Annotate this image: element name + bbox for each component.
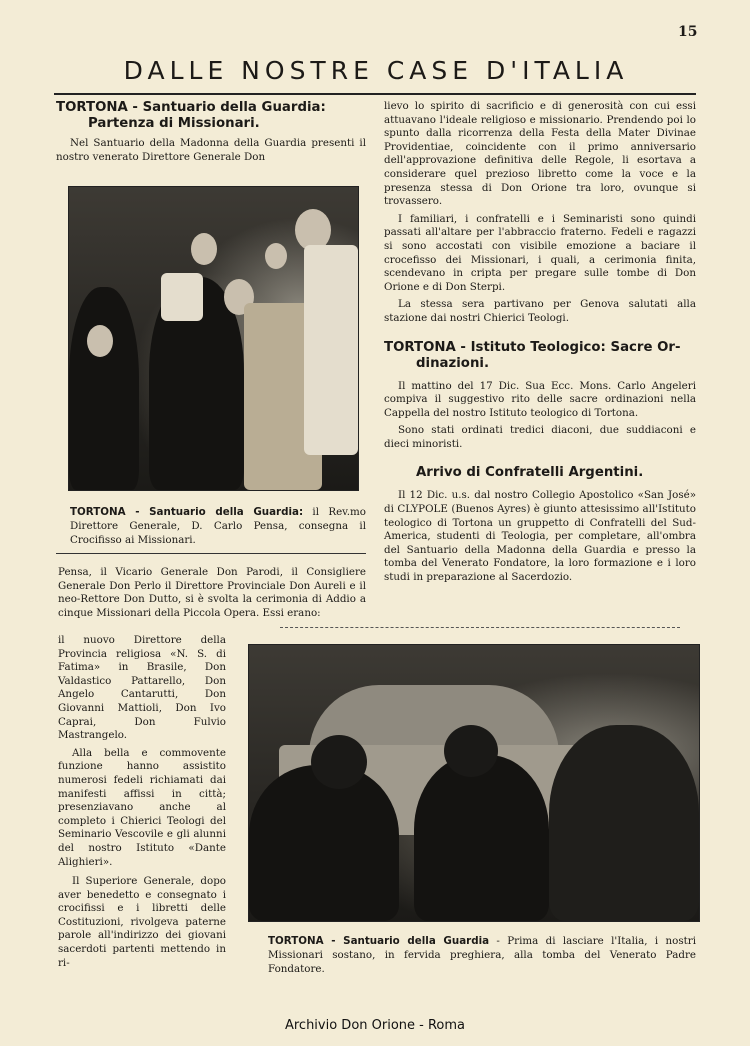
article1-para-full: Pensa, il Vicario Generale Don Parodi, il Consigliere Generale Don Perlo il Direttore Provinciale Don Aureli e il neo-Rettore Don Dutto, si è svolta la cerimonia di Addio a cinque Missionari della Piccola Opera. Essi erano: — [58, 566, 366, 619]
article1-intro: Nel Santuario della Madonna della Guardia presenti il nostro venerato Direttore Generale Don — [56, 137, 366, 163]
photo2-caption-bold: TORTONA - Santuario della Guardia — [268, 935, 490, 947]
article3-heading: Arrivo di Confratelli Argentini. — [416, 465, 644, 481]
article2-heading-line2: dinazioni. — [416, 355, 490, 371]
article1-para-narrow2: Alla bella e commovente funzione hanno assistito numerosi fedeli richiamati dai manifesti affissi in città; presenziavano anche al completo i Chierici Teologi del Seminario Vescovile e gli alunni del nostro Istituto «Dante Alighieri». — [58, 746, 226, 868]
article2-heading-line1: TORTONA - Istituto Teologico: Sacre Or- — [384, 339, 681, 355]
photo-crucifix-ceremony — [68, 186, 359, 491]
article2-heading — [384, 340, 696, 372]
page-number: 15 — [678, 24, 698, 40]
article2-para2: Sono stati ordinati tredici diaconi, due suddiaconi e dieci minoristi. — [384, 424, 696, 450]
section-masthead: DALLE NOSTRE CASE D'ITALIA — [123, 56, 629, 85]
photo1-caption-text: il Rev.mo Direttore Generale, D. Carlo Pensa, consegna il Crocifisso ai Missionari. — [70, 506, 367, 546]
article1-continued-2: I familiari, i confratelli e i Seminaristi sono quindi passati all'altare per l'abbraccio fraterno. Fedeli e ragazzi si sono accostati con visibile emozione a baciare il crocefisso dei Missionari, i quali, a cerimonia finita, scendevano in cripta per pregare sulle tombe di Don Orione e di Don Sterpi. — [384, 212, 696, 293]
photo2-caption-text: - Prima di lasciare l'Italia, i nostri Missionari sostano, in fervida preghiera, alla tomba del Venerato Padre Fondatore. — [268, 935, 696, 975]
archive-footer: Archivio Don Orione - Roma — [284, 1018, 466, 1033]
article1-continued-3: La stessa sera partivano per Genova salutati alla stazione dai nostri Chierici Teologi. — [384, 298, 696, 324]
article1-heading — [56, 100, 366, 132]
right-divider — [280, 627, 680, 628]
article1-heading-line1: TORTONA - Santuario della Guardia: — [56, 100, 326, 115]
right-column — [384, 100, 696, 585]
article1-para-narrow1: il nuovo Direttore della Provincia religiosa «N. S. di Fatima» in Brasile, Don Valdastico Pattarello, Don Angelo Cantarutti, Don Giovanni Mattioli, Don Ivo Caprai, Don Fulvio Mastrangelo. — [58, 634, 226, 742]
photo1-caption-bold: TORTONA - Santuario della Guardia: — [70, 506, 304, 518]
masthead-rule — [54, 93, 696, 95]
photo-prayer-at-tomb — [248, 644, 700, 922]
article2-para1: Il mattino del 17 Dic. Sua Ecc. Mons. Carlo Angeleri compiva il suggestivo rito delle sacre ordinazioni nella Cappella del nostro Istituto teologico di Tortona. — [384, 379, 696, 419]
article1-body-full — [58, 566, 366, 620]
article1-para-narrow3: Il Superiore Generale, dopo aver benedetto e consegnato i crocifissi e i libretti delle Costituzioni, rivolgeva paterne parole all'indirizzo dei giovani sacerdoti partenti mettendo in ri- — [58, 875, 226, 969]
photo1-caption — [70, 505, 366, 547]
article1-continued-1: lievo lo spirito di sacrificio e di generosità con cui essi attuavano l'ideale religioso e missionario. Prendendo poi lo spunto dalla ricorrenza della Festa della Mater Divinae Providentiae, coincidente con il primo anniversario dell'approvazione definitiva delle Regole, li esortava a considerare quel prezioso libretto come la voce e la presenza stessa di Don Orione tra loro, ovunque si trovassero. — [384, 100, 696, 208]
article1-body-narrow — [58, 634, 226, 970]
caption-divider — [56, 553, 366, 554]
article3-para1: Il 12 Dic. u.s. dal nostro Collegio Apostolico «San José» di CLYPOLE (Buenos Ayres) è giunto attesissimo all'Istituto teologico di Tortona un gruppetto di Confratelli del Sud-America, studenti di Teologia, per completare, all'ombra del Santuario della Madonna della Guardia e presso la tomba del Venerato Fondatore, la loro formazione e i loro studi in preparazione al Sacerdozio. — [384, 489, 696, 584]
article1-heading-line2: Partenza di Missionari. — [88, 116, 260, 131]
photo2-caption — [268, 934, 696, 976]
left-column — [56, 100, 366, 164]
